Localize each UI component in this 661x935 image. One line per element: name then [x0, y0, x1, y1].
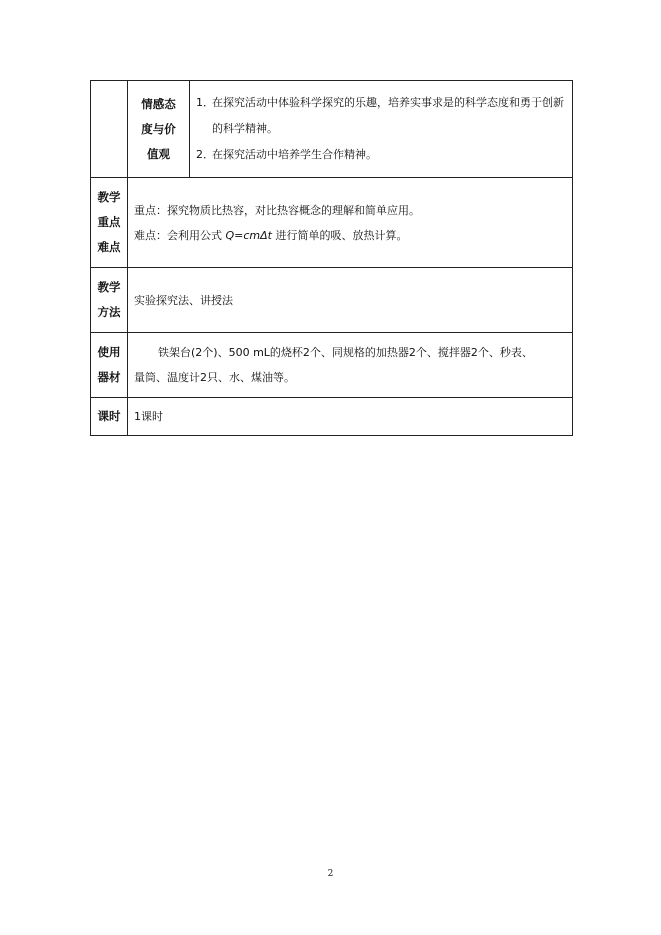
list-text: 在探究活动中体验科学探究的乐趣，培养实事求是的科学态度和勇于创新的科学精神。 — [212, 96, 564, 135]
equipment-line: 铁架台(2个)、500 mL的烧杯2个、同规格的加热器2个、搅拌器2个、秒表、 — [158, 346, 533, 359]
lesson-plan-table — [90, 80, 573, 436]
label-line: 度与价 — [141, 121, 176, 136]
key-difficult-content — [128, 178, 573, 268]
class-period-text: 1课时 — [128, 398, 573, 436]
row-teaching-methods — [91, 268, 573, 333]
page-number: 2 — [327, 869, 334, 879]
row-key-difficult-points — [91, 178, 573, 268]
label-teaching-methods — [91, 268, 128, 333]
label-key-difficult-points — [91, 178, 128, 268]
label-line: 方法 — [97, 305, 121, 319]
label-line: 重点 — [97, 215, 121, 229]
difficult-prefix: 难点：会利用公式 — [134, 228, 222, 242]
heat-formula: Q=cmΔt — [225, 228, 272, 242]
row-equipment — [91, 333, 573, 398]
emotion-content — [190, 81, 573, 178]
label-line: 难点 — [97, 240, 121, 254]
difficult-point-text — [134, 223, 566, 248]
emotion-goal-item — [196, 90, 566, 142]
label-line: 教学 — [97, 280, 121, 294]
blank-cell — [91, 81, 128, 178]
difficult-suffix: 进行简单的吸、放热计算。 — [275, 228, 408, 242]
key-point-text: 重点：探究物质比热容，对比热容概念的理解和简单应用。 — [134, 203, 420, 217]
list-number: 2． — [196, 148, 214, 161]
row-emotion-attitude-values — [91, 81, 573, 178]
row-class-period — [91, 398, 573, 436]
equipment-content — [128, 333, 573, 398]
label-line: 器材 — [97, 370, 121, 384]
teaching-methods-text: 实验探究法、讲授法 — [128, 268, 573, 333]
label-emotion-attitude-values — [128, 81, 190, 178]
label-line: 情感态 — [141, 96, 176, 111]
label-line: 值观 — [147, 146, 170, 161]
list-number: 1． — [196, 96, 214, 109]
emotion-goal-item — [196, 142, 566, 168]
label-class-period: 课时 — [91, 398, 128, 436]
label-line: 教学 — [97, 190, 121, 204]
equipment-line: 量筒、温度计2只、水、煤油等。 — [134, 371, 295, 384]
list-text: 在探究活动中培养学生合作精神。 — [212, 148, 377, 161]
emotion-goal-list — [196, 90, 566, 168]
label-equipment — [91, 333, 128, 398]
label-line: 使用 — [97, 345, 121, 359]
